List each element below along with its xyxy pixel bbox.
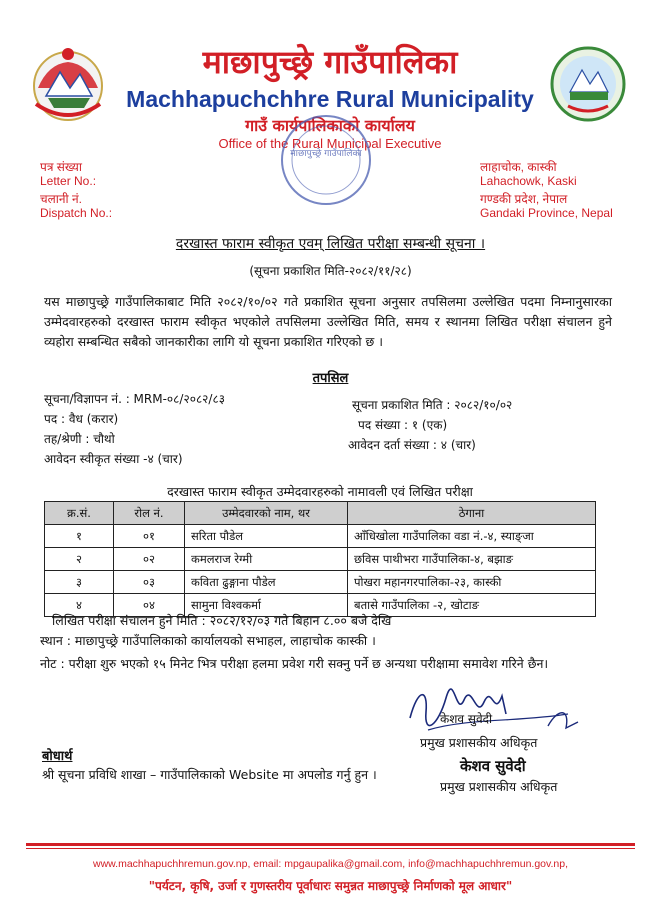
col-address: ठेगाना <box>348 502 596 525</box>
municipality-title-en: Machhapuchchhre Rural Municipality <box>126 86 534 112</box>
signatory-name-small: केशव सुवेदी <box>440 712 493 726</box>
cell-serial: २ <box>45 548 114 571</box>
table-row <box>45 525 596 548</box>
office-title-en: Office of the Rural Municipal Executive <box>218 136 442 151</box>
signatory-name: केशव सुवेदी <box>460 757 526 775</box>
footer-slogan: "पर्यटन, कृषि, उर्जा र गुणस्तरीय पूर्वाधारः समुन्नत माछापुच्छ्रे निर्माणको मूल आधार" <box>148 879 513 893</box>
footer-rule-thick <box>26 843 635 846</box>
cell-roll: ०२ <box>114 548 185 571</box>
municipality-title-np: माछापुच्छ्रे गाउँपालिका <box>202 43 458 81</box>
cell-address: बतासे गाउँपालिका -२, खोटाङ <box>348 594 596 617</box>
post-name: पद : वैध (करार) <box>44 412 119 426</box>
cell-serial: ४ <box>45 594 114 617</box>
accepted-count: आवेदन स्वीकृत संख्या -४ (चार) <box>44 452 183 466</box>
municipality-logo <box>548 44 628 124</box>
cell-name: कविता ढुङ्गाना पौडेल <box>185 571 348 594</box>
cell-address: पोखरा महानगरपालिका-२३, कास्की <box>348 571 596 594</box>
cell-roll: ०१ <box>114 525 185 548</box>
stamp-text: माछापुच्छ्रे गाउँपालिका <box>290 149 362 159</box>
office-stamp <box>276 110 376 210</box>
col-roll: रोल नं. <box>114 502 185 525</box>
table-row <box>45 548 596 571</box>
cell-address: छविस पाथीभरा गाउँपालिका-४, बझाङ <box>348 548 596 571</box>
notice-subject: दरखास्त फाराम स्वीकृत एवम् लिखित परीक्षा सम्बन्धी सूचना । <box>175 236 486 252</box>
bodharth-label: बोधार्थ <box>42 749 73 764</box>
exam-place-line: स्थान : माछापुच्छ्रे गाउँपालिकाको कार्यालयको सभाहल, लाहाचोक कास्की । <box>40 633 376 648</box>
bodharth-text: श्री सूचना प्रविधि शाखा – गाउँपालिकाको Website मा अपलोड गर्नु हुन । <box>42 767 377 782</box>
cell-roll: ०३ <box>114 571 185 594</box>
exam-note-line: नोट : परीक्षा शुरु भएको १५ मिनेट भित्र परीक्षा हलमा प्रवेश गरी सक्नु पर्ने छ अन्यथा परीक्षामा समावेश गरिने छैन। <box>40 656 549 671</box>
table-row <box>45 571 596 594</box>
post-count: पद संख्या : १ (एक) <box>358 418 448 432</box>
cell-serial: ३ <box>45 571 114 594</box>
applied-count: आवेदन दर्ता संख्या : ४ (चार) <box>348 438 476 452</box>
letter-no-label-en: Letter No.: <box>40 174 97 188</box>
table-caption: दरखास्त फाराम स्वीकृत उम्मेदवारहरुको नामावली एवं लिखित परीक्षा <box>167 484 473 499</box>
table-header-row <box>45 502 596 525</box>
post-level: तह/श्रेणी : चौथो <box>44 432 115 446</box>
tapsil-heading: तपसिल <box>312 371 349 386</box>
cell-name: सरिता पौडेल <box>185 525 348 548</box>
province-np: गण्डकी प्रदेश, नेपाल <box>480 192 568 206</box>
nepal-emblem-logo <box>28 44 108 124</box>
dispatch-no-label-np: चलानी नं. <box>40 192 82 206</box>
candidate-table <box>44 501 596 617</box>
address-np: लाहाचोक, कास्की <box>480 160 557 174</box>
cell-name: सामुना विश्वकर्मा <box>185 594 348 617</box>
col-serial: क्र.सं. <box>45 502 114 525</box>
notice-published-date: (सूचना प्रकाशित मिति-२०८२/११/२८) <box>249 264 412 278</box>
footer-rule-thin <box>26 848 635 849</box>
office-title-np: गाउँ कार्यपालिकाको कार्यालय <box>245 116 415 135</box>
exam-date-line: लिखित परीक्षा संचालन हुने मिति : २०८२/१२/०३ गते बिहान ८.०० बजे देखि <box>52 613 392 628</box>
cell-address: आँधिखोला गाउँपालिका वडा नं.-४, स्याङ्जा <box>348 525 596 548</box>
footer-contact: www.machhapuchhremun.gov.np, email: mpgaupalika@gmail.com, info@machhapuchhremun.gov.np, <box>92 858 568 870</box>
col-name: उम्मेदवारको नाम, थर <box>185 502 348 525</box>
dispatch-no-label-en: Dispatch No.: <box>40 206 113 220</box>
province-en: Gandaki Province, Nepal <box>480 206 613 220</box>
address-en: Lahachowk, Kaski <box>480 174 577 188</box>
signatory-title-small: प्रमुख प्रशासकीय अधिकृत <box>420 735 538 750</box>
notice-publish-date: सूचना प्रकाशित मिति : २०८२/१०/०२ <box>352 398 513 412</box>
notice-body: यस माछापुच्छ्रे गाउँपालिकाबाट मिति २०८२/१०/०२ गते प्रकाशित सूचना अनुसार तपसिलमा उल्लेखित पदमा निम्नानुसारका उम्मेदवारहरुको दरखास्त फाराम स्वीकृत भएकोले तपसिलमा उल्लेखित मिति, समय र स्थानमा लिखित परीक्षा संचालन हुने व्यहोरा सम्बन्धित सबैको जानकारीका लागि यो सूचना प्रकाशित गरिएको छ । <box>44 294 612 349</box>
cell-roll: ०४ <box>114 594 185 617</box>
cell-serial: १ <box>45 525 114 548</box>
ad-number: सूचना/विज्ञापन नं. : MRM-०८/२०८२/८३ <box>44 392 225 406</box>
letter-no-label-np: पत्र संख्या <box>40 160 82 174</box>
signatory-title: प्रमुख प्रशासकीय अधिकृत <box>440 779 558 794</box>
cell-name: कमलराज रेग्मी <box>185 548 348 571</box>
